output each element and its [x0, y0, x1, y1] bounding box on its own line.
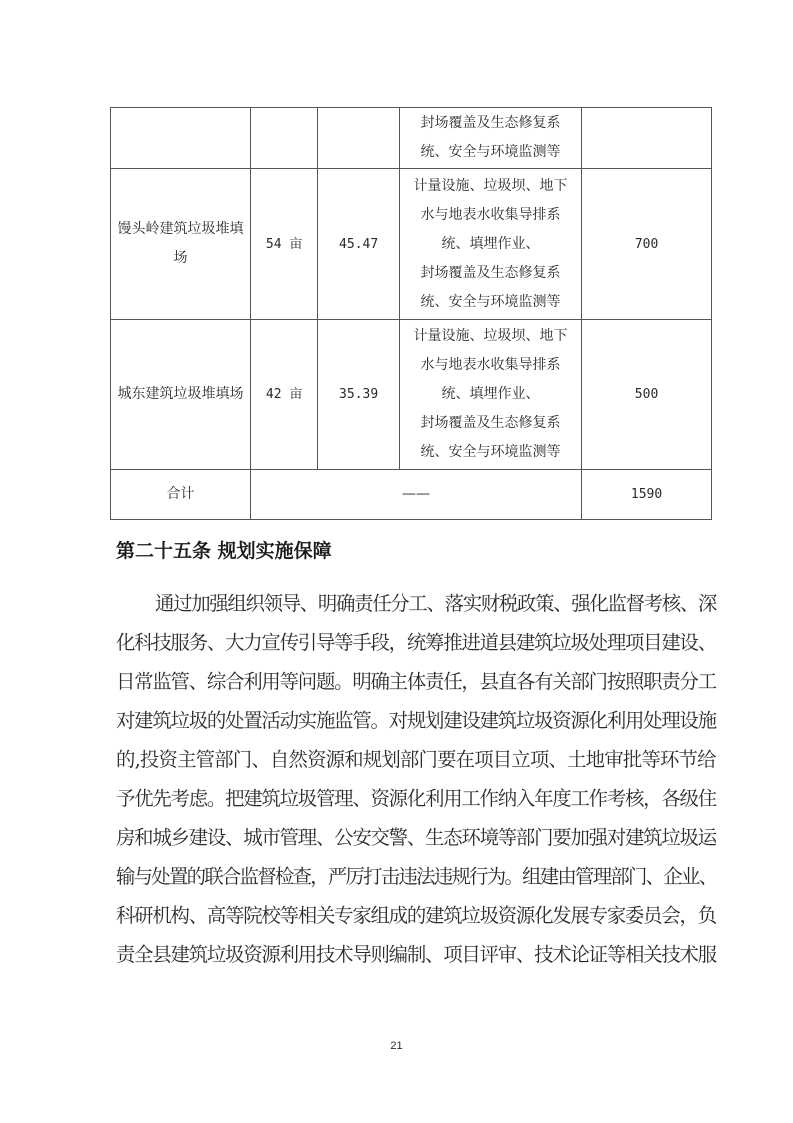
total-middle: —— [250, 470, 581, 520]
table-row [111, 320, 712, 470]
value-cell: 35.39 [318, 320, 400, 470]
capacity-cell: 700 [582, 169, 712, 320]
content-line: 计量设施、垃圾坝、地下 [413, 177, 568, 194]
name-cell: 馒头岭建筑垃圾堆填场 [111, 169, 251, 320]
content-line: 统、填埋作业、 [441, 235, 540, 252]
content-line: 统、安全与环境监测等 [420, 144, 561, 160]
landfill-table [110, 107, 712, 520]
paragraph-line: 对建筑垃圾的处置活动实施监管。对规划建设建筑垃圾资源化利用处理设施 [116, 709, 716, 732]
content-line: 封场覆盖及生态修复系 [420, 264, 561, 281]
capacity-cell [582, 108, 712, 169]
paragraph-line: 输与处置的联合监督检查，严厉打击违法违规行为。组建由管理部门、企业、 [116, 865, 717, 888]
total-label: 合计 [111, 470, 251, 520]
area-cell [250, 108, 317, 169]
paragraph-line: 化科技服务、大力宣传引导等手段，统筹推进道县建筑垃圾处理项目建设、 [116, 631, 716, 654]
content-line: 统、填埋作业、 [441, 386, 540, 402]
paragraph-line: 的,投资主管部门、自然资源和规划部门要在项目立项、土地审批等环节给 [116, 748, 716, 771]
content-cell [399, 320, 581, 470]
paragraph-line: 日常监管、综合利用等问题。明确主体责任，县直各有关部门按照职责分工 [116, 670, 716, 693]
area-cell: 54 亩 [250, 169, 317, 320]
content-line: 封场覆盖及生态修复系 [420, 415, 561, 431]
content-cell [399, 169, 581, 320]
paragraph-line: 科研机构、高等院校等相关专家组成的建筑垃圾资源化发展专家委员会，负 [116, 904, 716, 927]
paragraph-line: 责全县建筑垃圾资源利用技术导则编制、项目评审、技术论证等相关技术服 [116, 943, 716, 966]
content-line: 封场覆盖及生态修复系 [420, 115, 561, 131]
name-cell [111, 108, 251, 169]
paragraph-line: 房和城乡建设、城市管理、公安交警、生态环境等部门要加强对建筑垃圾运 [116, 826, 716, 849]
content-line: 统、安全与环境监测等 [420, 444, 561, 460]
paragraph-line: 予优先考虑。把建筑垃圾管理、资源化利用工作纳入年度工作考核，各级住 [116, 787, 716, 810]
content-cell [399, 108, 581, 169]
area-cell: 42 亩 [250, 320, 317, 470]
value-cell [318, 108, 400, 169]
content-line: 统、安全与环境监测等 [420, 293, 561, 310]
paragraph-line: 通过加强组织领导、明确责任分工、落实财税政策、强化监督考核、深 [155, 592, 717, 615]
page-number: 21 [390, 1040, 403, 1052]
total-row [111, 470, 712, 520]
table-row [111, 169, 712, 320]
name-cell: 城东建筑垃圾堆填场 [111, 320, 251, 470]
total-value: 1590 [582, 470, 712, 520]
section-heading: 第二十五条 规划实施保障 [116, 540, 332, 562]
capacity-cell: 500 [582, 320, 712, 470]
section-paragraph [116, 584, 716, 974]
content-line: 计量设施、垃圾坝、地下 [413, 328, 568, 344]
table-row [111, 108, 712, 169]
content-line: 水与地表水收集导排系 [420, 206, 561, 223]
value-cell: 45.47 [318, 169, 400, 320]
content-line: 水与地表水收集导排系 [420, 357, 561, 373]
